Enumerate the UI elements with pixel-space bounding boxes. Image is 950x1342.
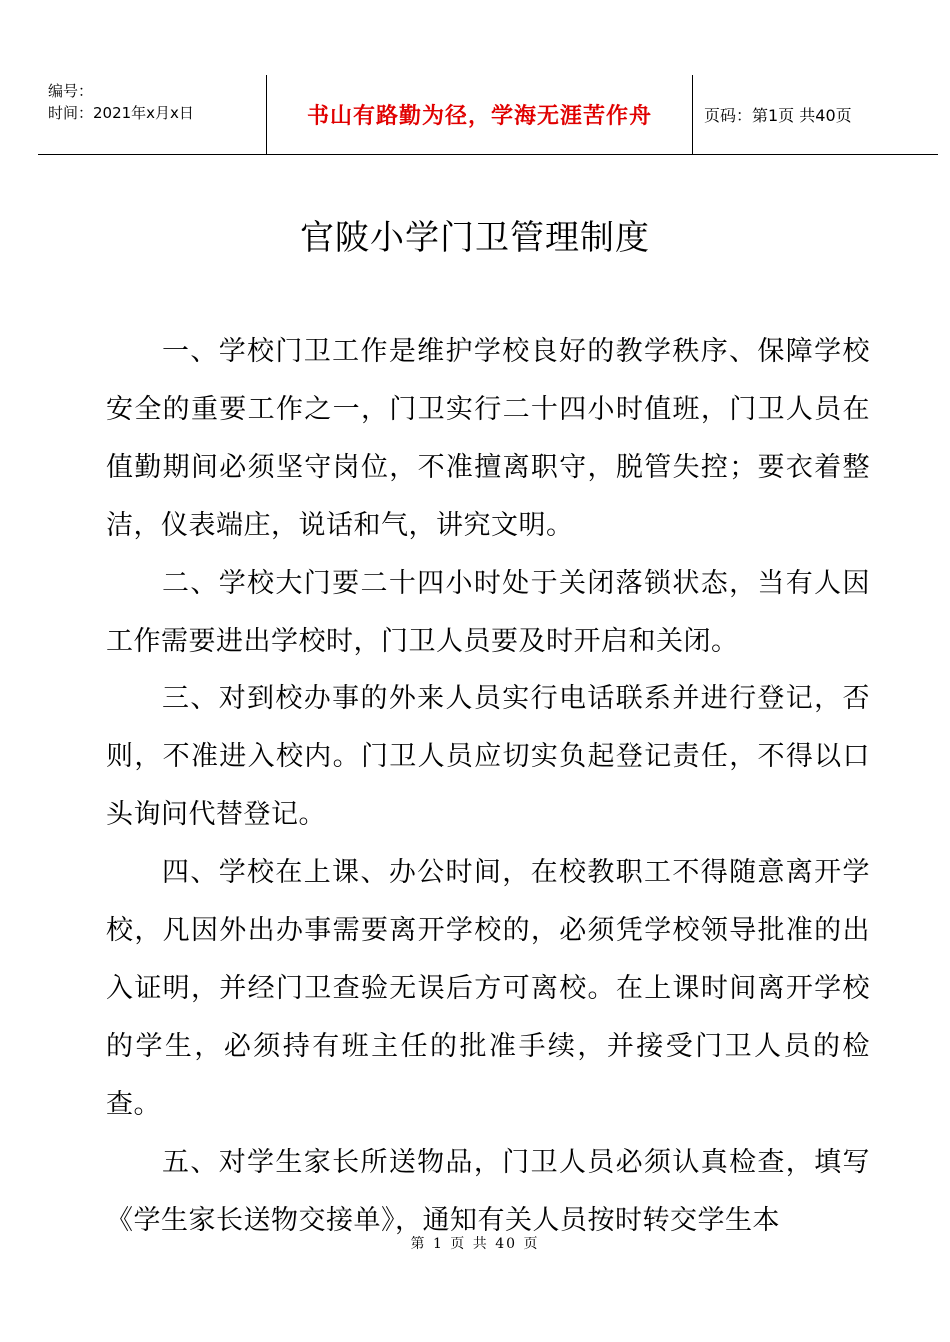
header-divider xyxy=(692,75,693,154)
page-footer: 第 1 页 共 40 页 xyxy=(410,1236,540,1252)
paragraph: 一、学校门卫工作是维护学校良好的教学秩序、保障学校安全的重要工作之一，门卫实行二十四小时值班，门卫人员在值勤期间必须坚守岗位，不准擅离职守，脱管失控；要衣着整洁，仪表端庄，说话和气，讲究文明。 xyxy=(106,336,870,541)
paragraph: 二、学校大门要二十四小时处于关闭落锁状态，当有人因工作需要进出学校时，门卫人员要及时开启和关闭。 xyxy=(106,567,870,657)
page-header xyxy=(38,75,938,155)
header-meta xyxy=(48,80,266,124)
document-title: 官陂小学门卫管理制度 xyxy=(300,218,650,258)
time-label: 时间：2021年x月x日 xyxy=(48,104,194,122)
paragraph: 四、学校在上课、办公时间，在校教职工不得随意离开学校，凡因外出办事需要离开学校的，必须凭学校领导批准的出入证明，并经门卫查验无误后方可离校。在上课时间离开学校的学生，必须持有班主任的批准手续，并接受门卫人员的检查。 xyxy=(106,857,870,1120)
motto: 书山有路勤为径，学海无涯苦作舟 xyxy=(306,104,652,129)
number-label: 编号： xyxy=(48,82,94,100)
document-body xyxy=(106,323,870,1250)
paragraph: 三、对到校办事的外来人员实行电话联系并进行登记，否则，不准进入校内。门卫人员应切实负起登记责任，不得以口头询问代替登记。 xyxy=(106,683,870,831)
paragraph: 五、对学生家长所送物品，门卫人员必须认真检查，填写《学生家长送物交接单》，通知有关人员按时转交学生本 xyxy=(106,1146,870,1236)
page-info: 页码：第1页 共40页 xyxy=(704,106,852,125)
